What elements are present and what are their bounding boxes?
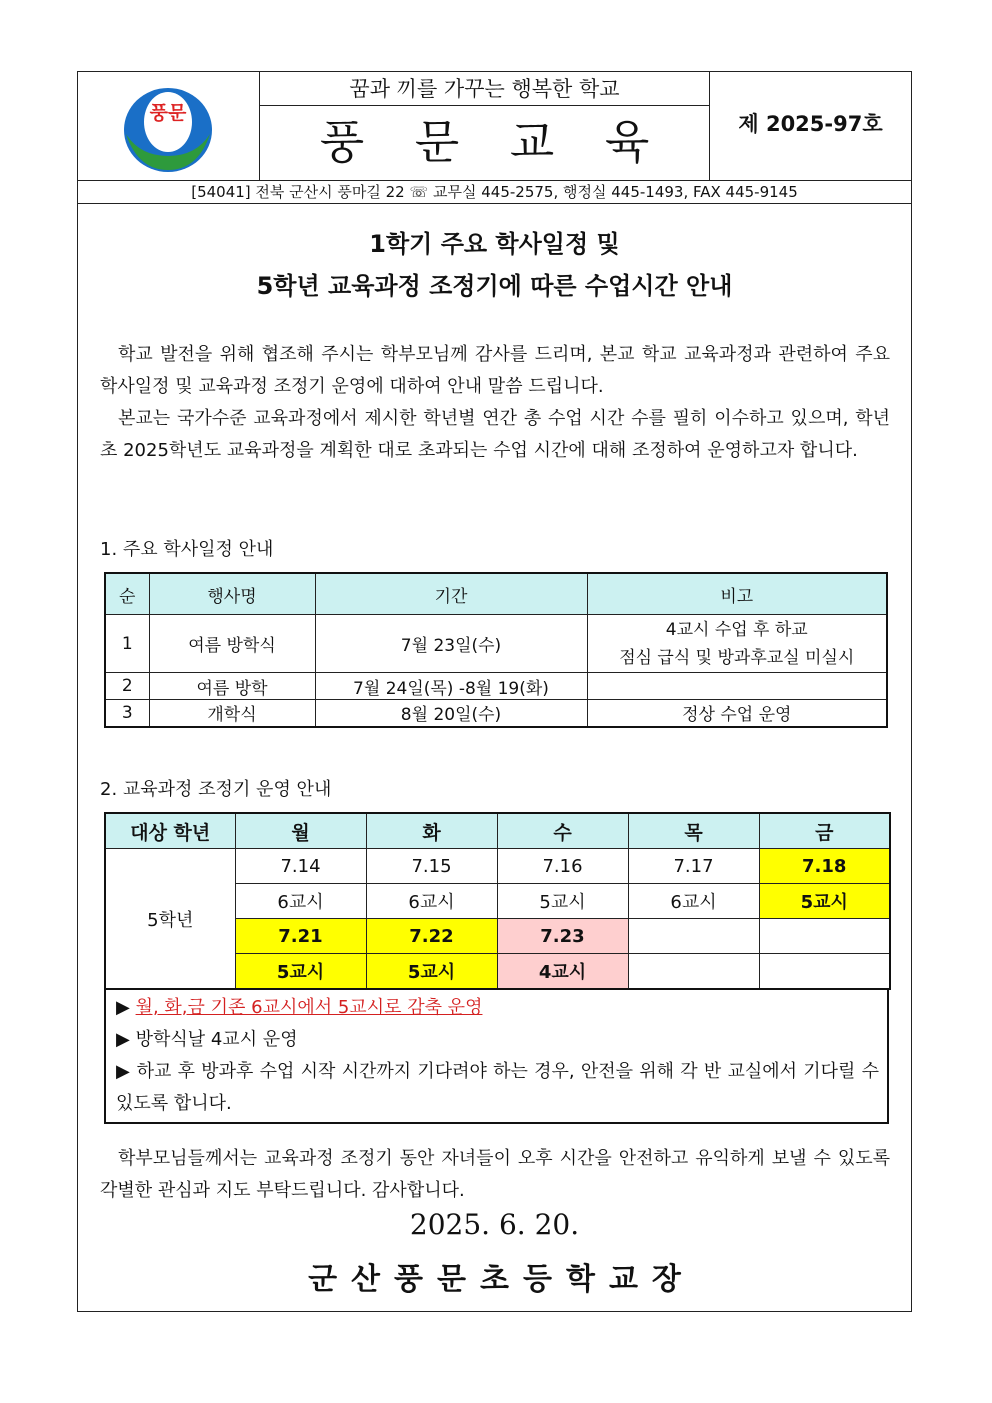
header-note: 비고 — [587, 573, 887, 615]
row-note — [587, 673, 887, 700]
row-note: 정상 수업 운영 — [587, 700, 887, 727]
note-text-1: 월, 화,금 기존 6교시에서 5교시로 감축 운영 — [135, 997, 483, 1018]
header-event: 행사명 — [149, 573, 315, 615]
triangle-bullet-icon: ▶ — [116, 1061, 131, 1082]
period-cell-empty — [628, 954, 759, 990]
period-cell: 6교시 — [235, 884, 366, 919]
row-note — [587, 615, 887, 673]
intro-text-2: 본교는 국가수준 교육과정에서 제시한 학년별 연간 총 수업 시간 수를 필히 이수하고 있으며, 학년 초 2025학년도 교육과정을 계획한 대로 초과되는 수업 시간에 대해 조정하여 운영하고자 합니다. — [100, 408, 890, 461]
date-cell-highlight: 7.21 — [235, 919, 366, 954]
header-no: 순 — [105, 573, 149, 615]
newsletter-title: 풍 문 교 육 — [319, 115, 668, 169]
date-cell: 7.16 — [497, 849, 628, 884]
row-note-line2: 점심 급식 및 방과후교실 미실시 — [619, 647, 855, 668]
date-cell-highlight: 7.22 — [366, 919, 497, 954]
header-mon: 월 — [235, 813, 366, 849]
date-cell-empty — [628, 919, 759, 954]
period-cell-pink: 4교시 — [497, 954, 628, 990]
header-wed: 수 — [497, 813, 628, 849]
row-no: 3 — [105, 700, 149, 727]
closing-paragraph — [100, 1143, 890, 1207]
period-cell: 6교시 — [628, 884, 759, 919]
logo-text: 풍문 — [149, 102, 187, 124]
timetable — [104, 812, 891, 990]
table-row — [105, 849, 890, 884]
school-slogan: 꿈과 끼를 가꾸는 행복한 학교 — [260, 72, 709, 106]
principal-signature: 군산풍문초등학교장 — [308, 1262, 695, 1297]
schedule-header-row — [105, 573, 887, 615]
row-event: 개학식 — [149, 700, 315, 727]
header-tue: 화 — [366, 813, 497, 849]
note-text-2: 방학식날 4교시 운영 — [135, 1029, 298, 1050]
header-middle — [260, 72, 710, 180]
note-item-1 — [116, 992, 879, 1024]
period-cell-highlight: 5교시 — [759, 884, 890, 919]
intro-paragraph-2 — [100, 403, 890, 467]
row-no: 1 — [105, 615, 149, 673]
row-period: 7월 23일(수) — [315, 615, 587, 673]
issue-date: 2025. 6. 20. — [409, 1208, 580, 1241]
date-cell: 7.15 — [366, 849, 497, 884]
period-cell-highlight: 5교시 — [235, 954, 366, 990]
note-text-3: 하교 후 방과후 수업 시작 시간까지 기다려야 하는 경우, 안전을 위해 각 반 교실에서 기다릴 수 있도록 합니다. — [116, 1061, 879, 1114]
row-period: 8월 20일(수) — [315, 700, 587, 727]
intro-text-1: 학교 발전을 위해 협조해 주시는 학부모님께 감사를 드리며, 본교 학교 교육과정과 관련하여 주요 학사일정 및 교육과정 조정기 운영에 대하여 안내 말씀 드립니다. — [100, 344, 890, 397]
document-title-line2: 5학년 교육과정 조정기에 따른 수업시간 안내 — [256, 272, 733, 300]
period-cell: 6교시 — [366, 884, 497, 919]
school-emblem-icon — [78, 72, 260, 180]
triangle-bullet-icon: ▶ — [116, 997, 130, 1018]
section1-heading: 1. 주요 학사일정 안내 — [100, 539, 274, 560]
row-no: 2 — [105, 673, 149, 700]
section2-heading: 2. 교육과정 조정기 운영 안내 — [100, 779, 332, 800]
row-event: 여름 방학 — [149, 673, 315, 700]
table-row — [105, 700, 887, 727]
document-title-line1: 1학기 주요 학사일정 및 — [369, 230, 620, 258]
row-note-line1: 4교시 수업 후 하교 — [665, 619, 808, 640]
intro-paragraph-1 — [100, 339, 890, 403]
header-fri: 금 — [759, 813, 890, 849]
period-cell: 5교시 — [497, 884, 628, 919]
school-logo — [78, 72, 260, 180]
table-row — [105, 615, 887, 673]
date-cell-pink: 7.23 — [497, 919, 628, 954]
date-cell-empty — [759, 919, 890, 954]
period-cell-empty — [759, 954, 890, 990]
timetable-notes — [104, 990, 889, 1124]
issue-number: 제 2025-97호 — [738, 112, 883, 136]
school-address: [54041] 전북 군산시 풍마길 22 ☏ 교무실 445-2575, 행정실 445-1493, FAX 445-9145 — [78, 180, 911, 204]
note-item-2 — [116, 1024, 879, 1056]
date-cell: 7.17 — [628, 849, 759, 884]
date-cell-highlight: 7.18 — [759, 849, 890, 884]
row-event: 여름 방학식 — [149, 615, 315, 673]
newsletter-frame — [77, 71, 912, 1312]
header-grade: 대상 학년 — [105, 813, 235, 849]
date-cell: 7.14 — [235, 849, 366, 884]
timetable-header-row — [105, 813, 890, 849]
row-period: 7월 24일(목) -8월 19(화) — [315, 673, 587, 700]
header-period: 기간 — [315, 573, 587, 615]
grade-cell: 5학년 — [105, 849, 235, 990]
closing-text: 학부모님들께서는 교육과정 조정기 동안 자녀들이 오후 시간을 안전하고 유익하게 보낼 수 있도록 각별한 관심과 지도 부탁드립니다. 감사합니다. — [100, 1148, 890, 1201]
schedule-table — [104, 572, 888, 728]
triangle-bullet-icon: ▶ — [116, 1029, 130, 1050]
header-thu: 목 — [628, 813, 759, 849]
period-cell-highlight: 5교시 — [366, 954, 497, 990]
table-row — [105, 673, 887, 700]
note-item-3 — [116, 1056, 879, 1120]
